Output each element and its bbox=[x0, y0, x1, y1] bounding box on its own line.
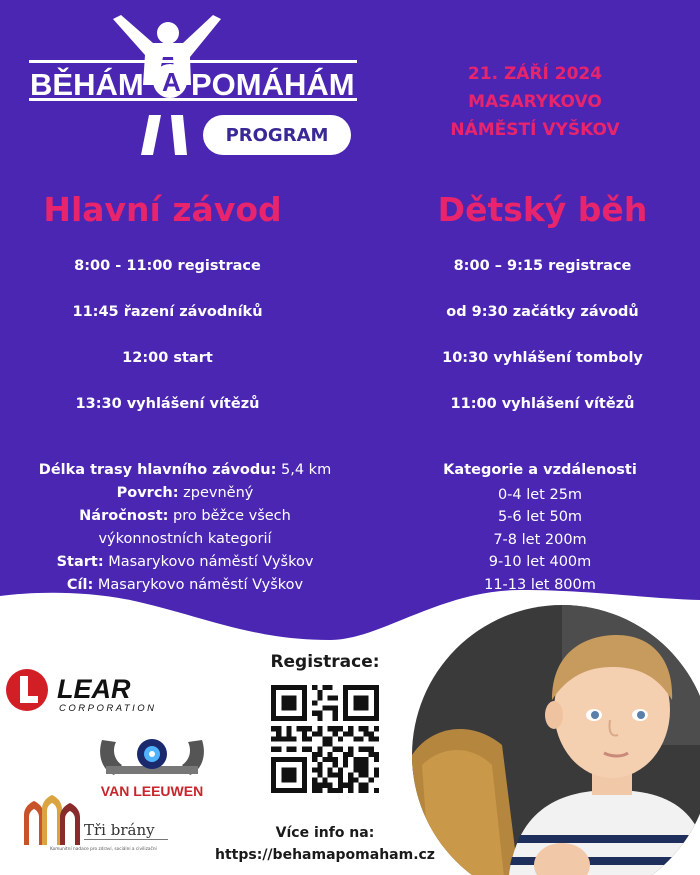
main-race-title: Hlavní závod bbox=[43, 190, 282, 229]
more-info bbox=[190, 822, 460, 866]
detail-length: Délka trasy hlavního závodu: 5,4 km bbox=[38, 462, 332, 478]
detail-difficulty-cont: výkonnostních kategorií bbox=[98, 531, 272, 547]
kids-race-title: Dětský běh bbox=[437, 190, 648, 229]
detail-start: Start: Masarykovo náměstí Vyškov bbox=[56, 554, 314, 570]
category-item: 0-4 let 25m bbox=[497, 486, 583, 503]
main-schedule-item: 12:00 start bbox=[122, 350, 213, 366]
kids-categories bbox=[405, 459, 675, 596]
event-place-line1: MASARYKOVO bbox=[468, 92, 602, 112]
vanleeuwen-logo bbox=[92, 730, 212, 800]
vanleeuwen-name: VAN LEEUWEN bbox=[100, 783, 204, 799]
logo-word-right: POMÁHÁM bbox=[191, 67, 355, 102]
main-schedule-item: 8:00 - 11:00 registrace bbox=[74, 258, 261, 274]
event-info bbox=[415, 60, 655, 144]
categories-title: Kategorie a vzdálenosti bbox=[443, 462, 637, 478]
more-info-label: Více info na: bbox=[275, 825, 375, 841]
detail-finish: Cíl: Masarykovo náměstí Vyškov bbox=[66, 577, 304, 593]
kids-schedule-item: 11:00 vyhlášení vítězů bbox=[450, 396, 635, 412]
main-schedule-item: 11:45 řazení závodníků bbox=[72, 304, 263, 320]
tribrany-logo bbox=[20, 795, 195, 855]
lear-sub: CORPORATION bbox=[59, 703, 157, 714]
main-race-details bbox=[20, 459, 350, 597]
lear-logo bbox=[5, 665, 185, 715]
kids-schedule-item: od 9:30 začátky závodů bbox=[446, 304, 639, 320]
category-item: 9-10 let 400m bbox=[488, 554, 592, 570]
kids-schedule-item: 10:30 vyhlášení tomboly bbox=[442, 350, 643, 366]
event-date: 21. ZÁŘÍ 2024 bbox=[467, 64, 603, 84]
main-schedule-item: 13:30 vyhlášení vítězů bbox=[75, 396, 260, 412]
tribrany-name: Tři brány bbox=[84, 821, 155, 839]
registration-title: Registrace: bbox=[270, 652, 380, 672]
logo-word-left: BĚHÁM bbox=[30, 67, 144, 102]
event-place-line2: NÁMĚSTÍ VYŠKOV bbox=[450, 120, 620, 140]
detail-surface: Povrch: zpevněný bbox=[116, 485, 254, 501]
lear-name: LEAR bbox=[57, 674, 131, 704]
category-item: 7-8 let 200m bbox=[493, 531, 587, 548]
category-item: 11-13 let 800m bbox=[484, 576, 596, 593]
detail-difficulty: Náročnost: pro běžce všech bbox=[79, 508, 291, 524]
website-link[interactable]: https://behamapomaham.cz bbox=[215, 847, 435, 863]
category-item: 5-6 let 50m bbox=[497, 509, 583, 525]
registration-qr-code[interactable] bbox=[271, 685, 379, 793]
kids-schedule-item: 8:00 – 9:15 registrace bbox=[453, 258, 632, 274]
logo-letter-a: A bbox=[162, 67, 181, 97]
tribrany-sub: Komunitní nadace pro zdraví, sociální a civilizační bbox=[50, 847, 157, 852]
program-badge: PROGRAM bbox=[203, 115, 351, 155]
